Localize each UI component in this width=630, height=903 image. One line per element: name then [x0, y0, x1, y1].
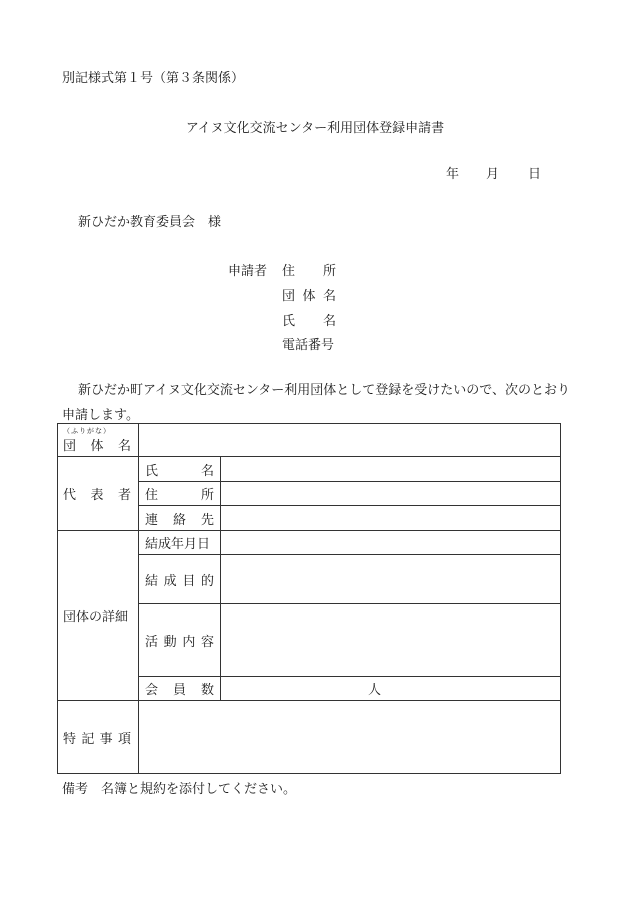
- special-notes-field[interactable]: [139, 701, 561, 774]
- members-unit: 人: [367, 683, 381, 698]
- members-field[interactable]: [221, 677, 561, 701]
- addressee: 新ひだか教育委員会 様: [78, 215, 222, 230]
- applicant-name-label: 氏 名: [282, 314, 336, 329]
- date-year-label: 年: [446, 167, 460, 182]
- group-name-field[interactable]: [139, 424, 561, 457]
- remark-note: 備考 名簿と規約を添付してください。: [62, 782, 297, 797]
- rep-name-label: 氏 名: [139, 457, 221, 482]
- intro-paragraph: 新ひだか町アイヌ文化交流センター利用団体として登録を受けたいので、次のとおり申請します。: [62, 383, 571, 423]
- founded-date-field[interactable]: [221, 531, 561, 555]
- applicant-group-name-label: 団 体 名: [282, 289, 336, 304]
- purpose-label: 結 成 目 的: [139, 555, 221, 604]
- rep-address-field[interactable]: [221, 482, 561, 506]
- date-month-label: 月: [486, 167, 500, 182]
- application-table: [57, 423, 561, 774]
- applicant-address-label: 住 所: [282, 264, 336, 279]
- applicant-label: 申請者: [228, 264, 268, 279]
- purpose-field[interactable]: [221, 555, 561, 604]
- rep-address-label: 住 所: [139, 482, 221, 506]
- form-reference: 別記様式第１号（第３条関係）: [62, 71, 245, 86]
- furigana-label: （ふりがな）: [63, 426, 111, 435]
- group-details-label: 団体の詳細: [58, 531, 139, 701]
- group-name-label: （ふりがな） 団 体 名: [58, 424, 139, 457]
- representative-label: 代 表 者: [58, 457, 139, 531]
- rep-contact-label: 連 絡 先: [139, 506, 221, 531]
- applicant-phone-label: 電話番号: [282, 338, 335, 353]
- founded-date-label: 結成年月日: [139, 531, 221, 555]
- date-day-label: 日: [528, 167, 542, 182]
- special-notes-label: 特 記 事 項: [58, 701, 139, 774]
- activities-field[interactable]: [221, 604, 561, 677]
- rep-contact-field[interactable]: [221, 506, 561, 531]
- rep-name-field[interactable]: [221, 457, 561, 482]
- activities-label: 活 動 内 容: [139, 604, 221, 677]
- document-title: アイヌ文化交流センター利用団体登録申請書: [185, 121, 445, 136]
- members-label: 会 員 数: [139, 677, 221, 701]
